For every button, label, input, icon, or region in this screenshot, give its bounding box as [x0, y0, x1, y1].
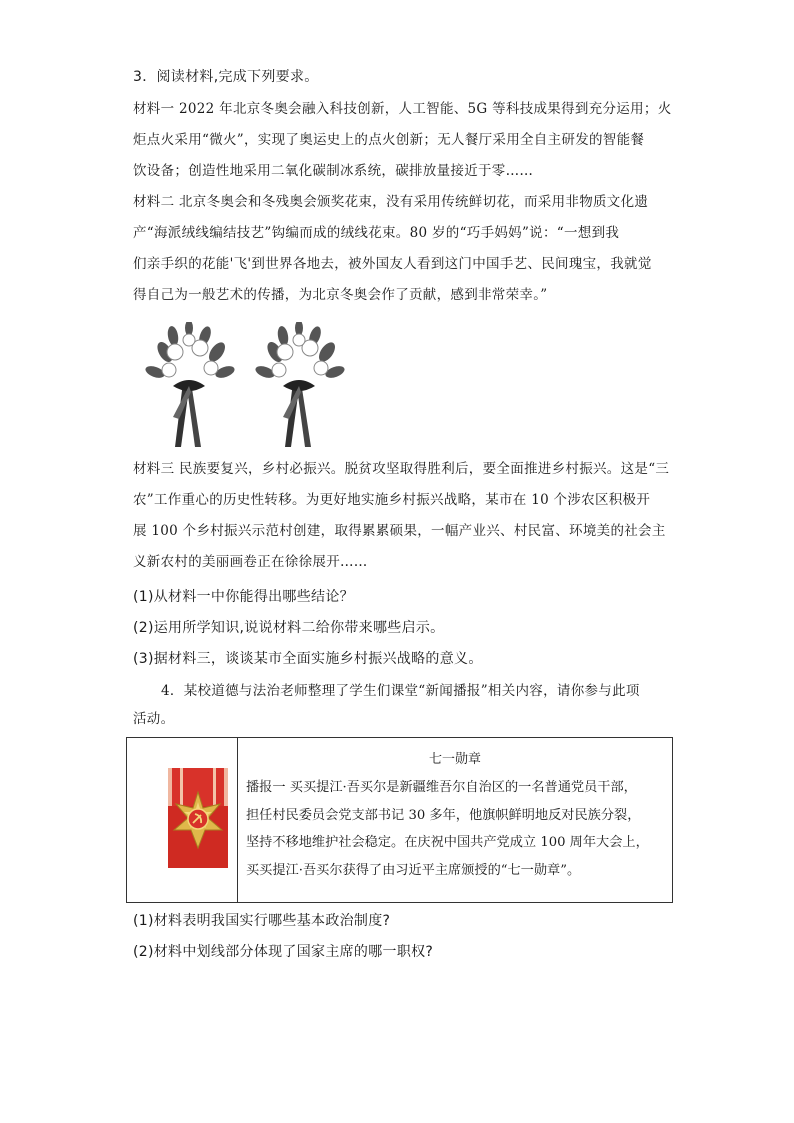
news-line: 买买提江·吾买尔获得了由习近平主席颁授的“七一勋章”。 [246, 862, 581, 878]
bouquet-left [145, 322, 236, 447]
material-2-line: 材料二 北京冬奥会和冬残奥会颁奖花束，没有采用传统鲜切花，而采用非物质文化遗 [133, 194, 649, 210]
q4-intro-line: 活动。 [133, 711, 175, 727]
material-1-line: 材料一 2022 年北京冬奥会融入科技创新，人工智能、5G 等科技成果得到充分运用；火 [133, 101, 672, 117]
material-2-line: 们亲手织的花能'飞'到世界各地去，被外国友人看到这门中国手艺、民间瑰宝，我就觉 [133, 256, 652, 272]
q3-question-2: (2)运用所学知识,说说材料二给你带来哪些启示。 [133, 620, 445, 636]
material-3-line: 展 100 个乡村振兴示范村创建，取得累累硕果，一幅产业兴、村民富、环境美的社会主 [133, 523, 666, 539]
news-line: 担任村民委员会党支部书记 30 多年，他旗帜鲜明地反对民族分裂， [246, 807, 641, 823]
medal-icon [166, 768, 230, 868]
material-3-line: 材料三 民族要复兴，乡村必振兴。脱贫攻坚取得胜利后，要全面推进乡村振兴。这是“三 [133, 461, 670, 477]
q3-question-3: (3)据材料三，谈谈某市全面实施乡村振兴战略的意义。 [133, 651, 483, 667]
q4-intro-line: 4．某校道德与法治老师整理了学生们课堂“新闻播报”相关内容，请你参与此项 [161, 683, 640, 699]
news-line: 播报一 买买提江·吾买尔是新疆维吾尔自治区的一名普通党员干部， [246, 780, 637, 795]
news-line: 坚持不移地维护社会稳定。在庆祝中国共产党成立 100 周年大会上， [246, 835, 649, 850]
material-1-line: 炬点火采用“微火”，实现了奥运史上的点火创新；无人餐厅采用全自主研发的智能餐 [133, 132, 645, 148]
q3-title: 3．阅读材料,完成下列要求。 [133, 69, 319, 85]
material-1-line: 饮设备；创造性地采用二氧化碳制冰系统，碳排放量接近于零…… [133, 163, 534, 179]
bouquet-images [145, 322, 345, 452]
material-2-line: 得自己为一般艺术的传播，为北京冬奥会作了贡献，感到非常荣幸。” [133, 287, 548, 303]
news-title: 七一勋章 [428, 752, 481, 767]
bouquet-right [254, 322, 345, 447]
material-3-line: 义新农村的美丽画卷正在徐徐展开…… [133, 554, 368, 570]
q4-question-1: (1)材料表明我国实行哪些基本政治制度? [133, 913, 391, 929]
q4-question-2: (2)材料中划线部分体现了国家主席的哪一职权? [133, 944, 434, 960]
news-table [126, 737, 673, 903]
medal-cell [127, 738, 238, 903]
news-cell [238, 738, 673, 903]
q3-question-1: (1)从材料一中你能得出哪些结论？ [133, 589, 354, 605]
material-3-line: 农”工作重心的历史性转移。为更好地实施乡村振兴战略，某市在 10 个涉农区积极开 [133, 492, 651, 508]
material-2-line: 产“海派绒线编结技艺”钩编而成的绒线花束。80 岁的“巧手妈妈”说：“一想到我 [133, 225, 620, 241]
